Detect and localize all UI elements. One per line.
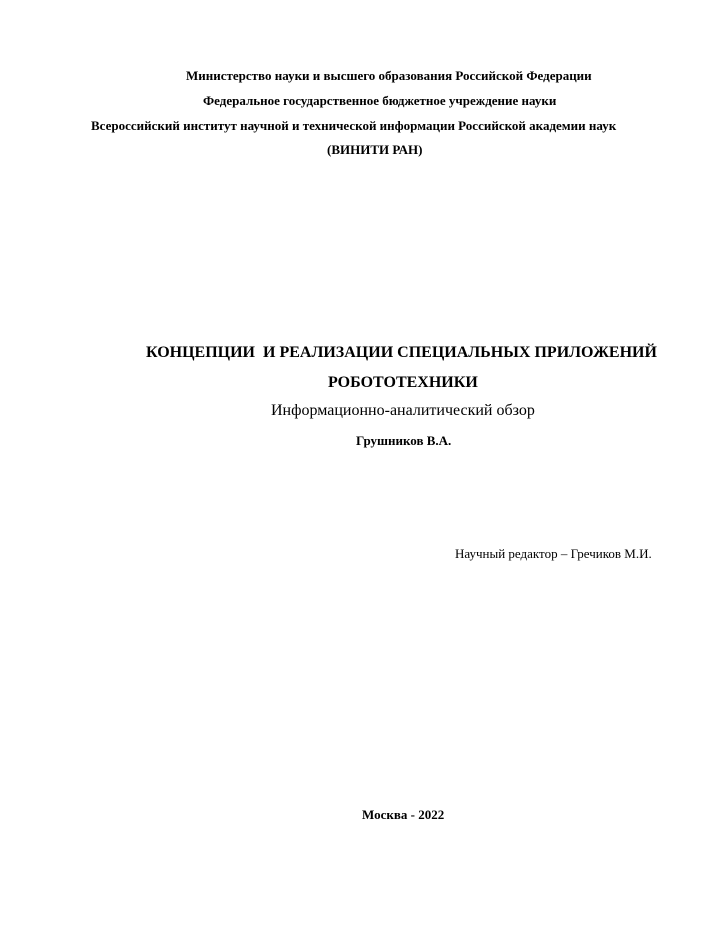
institute-abbreviation: (ВИНИТИ РАН) bbox=[327, 142, 423, 157]
city-year: Москва - 2022 bbox=[362, 807, 445, 822]
institute-heading: Всероссийский институт научной и технической информации Российской академии наук bbox=[91, 118, 617, 133]
document-title-line-1: КОНЦЕПЦИИ И РЕАЛИЗАЦИИ СПЕЦИАЛЬНЫХ ПРИЛОЖЕНИЙ bbox=[146, 344, 657, 361]
document-title-line-2: РОБОТОТЕХНИКИ bbox=[328, 374, 478, 391]
document-author: Грушников В.А. bbox=[356, 433, 452, 448]
ministry-heading: Министерство науки и высшего образования Российской Федерации bbox=[186, 68, 592, 83]
document-subtitle: Информационно-аналитический обзор bbox=[271, 402, 535, 419]
scientific-editor: Научный редактор – Гречиков М.И. bbox=[455, 546, 652, 561]
institution-type-heading: Федеральное государственное бюджетное учреждение науки bbox=[203, 93, 557, 108]
